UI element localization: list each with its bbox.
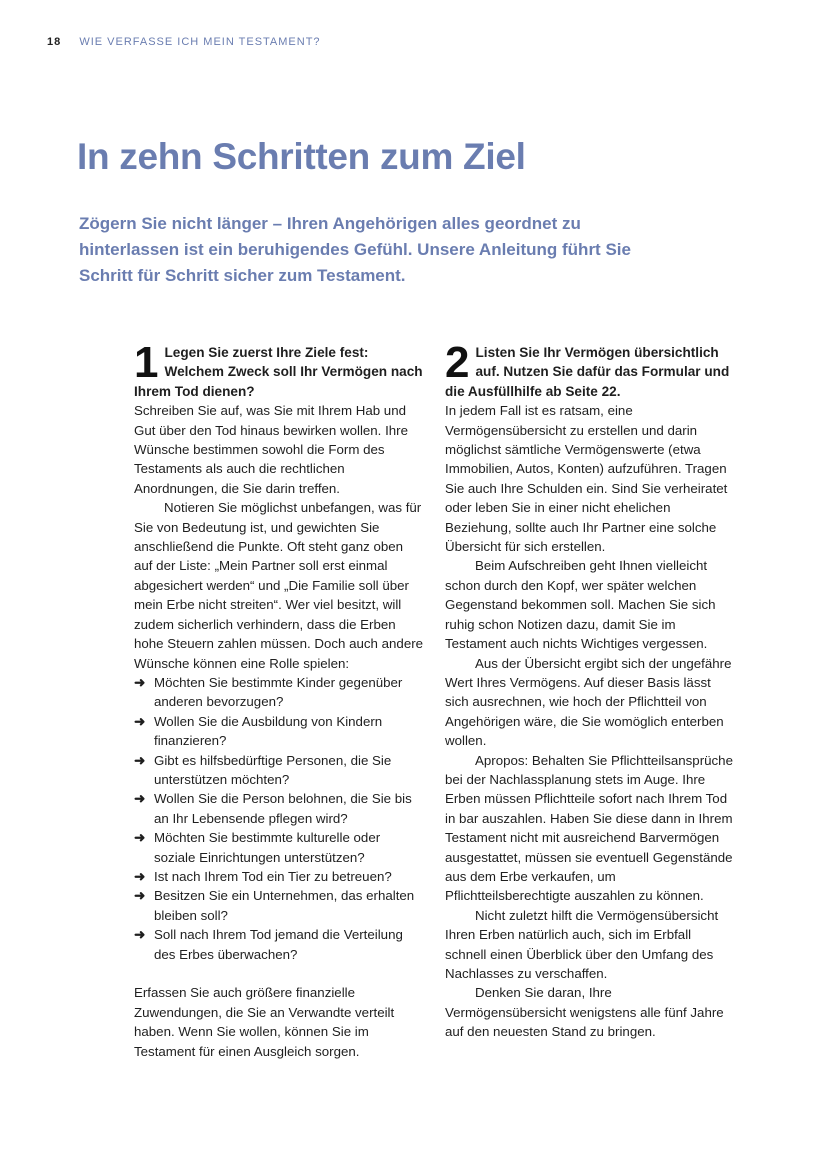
list-item-text: Ist nach Ihrem Tod ein Tier zu betreuen? [154,868,392,884]
arrow-right-icon: ➜ [134,868,146,884]
paragraph: In jedem Fall ist es ratsam, eine Vermögensübersicht zu erstellen und darin möglichst sämtliche Vermögenswerte (etwa Immobilien, Autos, Konten) aufzuführen. Tragen Sie auch Ihre Schulden ein. Sind Sie verheiratet oder leben Sie in einer nicht ehelichen Beziehung, sollte auch Ihr Partner eine solche Übersicht für sich erstellen. [445,403,728,555]
paragraph: Denken Sie daran, Ihre Vermögensübersicht wenigstens alle fünf Jahre auf den neuesten Stand zu bringen. [445,985,724,1040]
list-item [134,751,424,790]
step-heading: Legen Sie zuerst Ihre Ziele fest: Welchem Zweck soll Ihr Vermögen nach Ihrem Tod dienen? [134,345,423,399]
arrow-right-icon: ➜ [134,674,146,690]
paragraph: Beim Aufschreiben geht Ihnen vielleicht schon durch den Kopf, wer später welchen Gegenstand bekommen soll. Machen Sie sich ruhig schon Notizen dazu, damit Sie im Testament auch nichts Wichtiges vergessen. [445,558,716,652]
list-item-text: Soll nach Ihrem Tod jemand die Verteilung des Erbes überwachen? [154,927,403,962]
arrow-right-icon: ➜ [134,927,146,943]
paragraph: Schreiben Sie auf, was Sie mit Ihrem Hab und Gut über den Tod hinaus bewirken wollen. Ihre Wünsche bestimmen sowohl die Form des Testaments als auch die rechtlichen Anordnungen, die Sie darin treffen. [134,403,408,496]
list-item [134,673,424,712]
step-number: 2 [445,338,470,387]
spacer [134,964,424,983]
paragraph: Aus der Übersicht ergibt sich der ungefähre Wert Ihres Vermögens. Auf dieser Basis lässt sich ausrechnen, wie hoch der Pflichtteil von Angehörigen wäre, die Sie womöglich enterben wollen. [445,655,732,749]
page-number: 18 [47,36,62,48]
list-item [134,712,424,751]
step-number: 1 [134,338,159,387]
arrow-right-icon: ➜ [134,713,146,729]
page-title: In zehn Schritten zum Ziel [77,136,526,177]
arrow-right-icon: ➜ [134,752,146,768]
list-item [134,925,424,964]
running-header [47,36,321,48]
paragraph: Erfassen Sie auch größere finanzielle Zuwendungen, die Sie an Verwandte verteilt haben. Wenn Sie wollen, können Sie im Testament für einen Ausgleich sorgen. [134,985,395,1059]
arrow-right-icon: ➜ [134,888,146,904]
list-item-text: Gibt es hilfsbedürftige Personen, die Sie unterstützen möchten? [154,752,392,787]
list-item-text: Besitzen Sie ein Unternehmen, das erhalten bleiben soll? [154,888,415,923]
paragraph: Nicht zuletzt hilft die Vermögensübersicht Ihren Erben natürlich auch, sich im Erbfall schnell einen Überblick über den Umfang des Nachlasses zu verschaffen. [445,907,719,981]
step-1-column [134,338,424,1061]
step-2-column [445,338,735,1042]
step-heading: Listen Sie Ihr Vermögen übersichtlich auf. Nutzen Sie dafür das Formular und die Ausfüllhilfe ab Seite 22. [445,345,730,399]
list-item [134,886,424,925]
arrow-right-icon: ➜ [134,830,146,846]
list-item [134,828,424,867]
list-item [134,789,424,828]
list-item-text: Möchten Sie bestimmte Kinder gegenüber anderen bevorzugen? [154,674,403,710]
question-list [134,673,424,964]
list-item-text: Möchten Sie bestimmte kulturelle oder soziale Einrichtungen unterstützen? [154,830,381,865]
section-title: WIE VERFASSE ICH MEIN TESTAMENT? [79,36,321,48]
list-item-text: Wollen Sie die Person belohnen, die Sie bis an Ihr Lebensende pflegen wird? [154,791,412,826]
paragraph: Notieren Sie möglichst unbefangen, was für Sie von Bedeutung ist, und gewichten Sie anschließend die Punkte. Oft steht ganz oben auf der Liste: „Mein Partner soll erst einmal abgesichert werden“ und „Die Familie soll über mein Erbe nicht streiten“. Wer viel besitzt, will zudem sicherlich verhindern, dass die Erben hohe Steuern zahlen müssen. Doch auch andere Wünsche können eine Rolle spielen: [134,500,424,671]
lead-paragraph: Zögern Sie nicht länger – Ihren Angehörigen alles geordnet zu hinterlassen ist ein beruhigendes Gefühl. Unsere Anleitung führt Sie Schritt für Schritt sicher zum Testament. [79,214,631,285]
paragraph: Apropos: Behalten Sie Pflichtteilsansprüche bei der Nachlassplanung stets im Auge. Ihre Erben müssen Pflichtteile sofort nach Ihrem Tod in bar auszahlen. Haben Sie diese dann in Ihrem Testament nicht mit ausreichend Barvermögen ausgestattet, müssen sie eventuell Gegenstände aus dem Erbe verkaufen, um Pflichtteilsberechtigte auszahlen zu können. [445,752,733,904]
list-item [134,867,424,886]
list-item-text: Wollen Sie die Ausbildung von Kindern finanzieren? [154,713,383,749]
arrow-right-icon: ➜ [134,791,146,807]
